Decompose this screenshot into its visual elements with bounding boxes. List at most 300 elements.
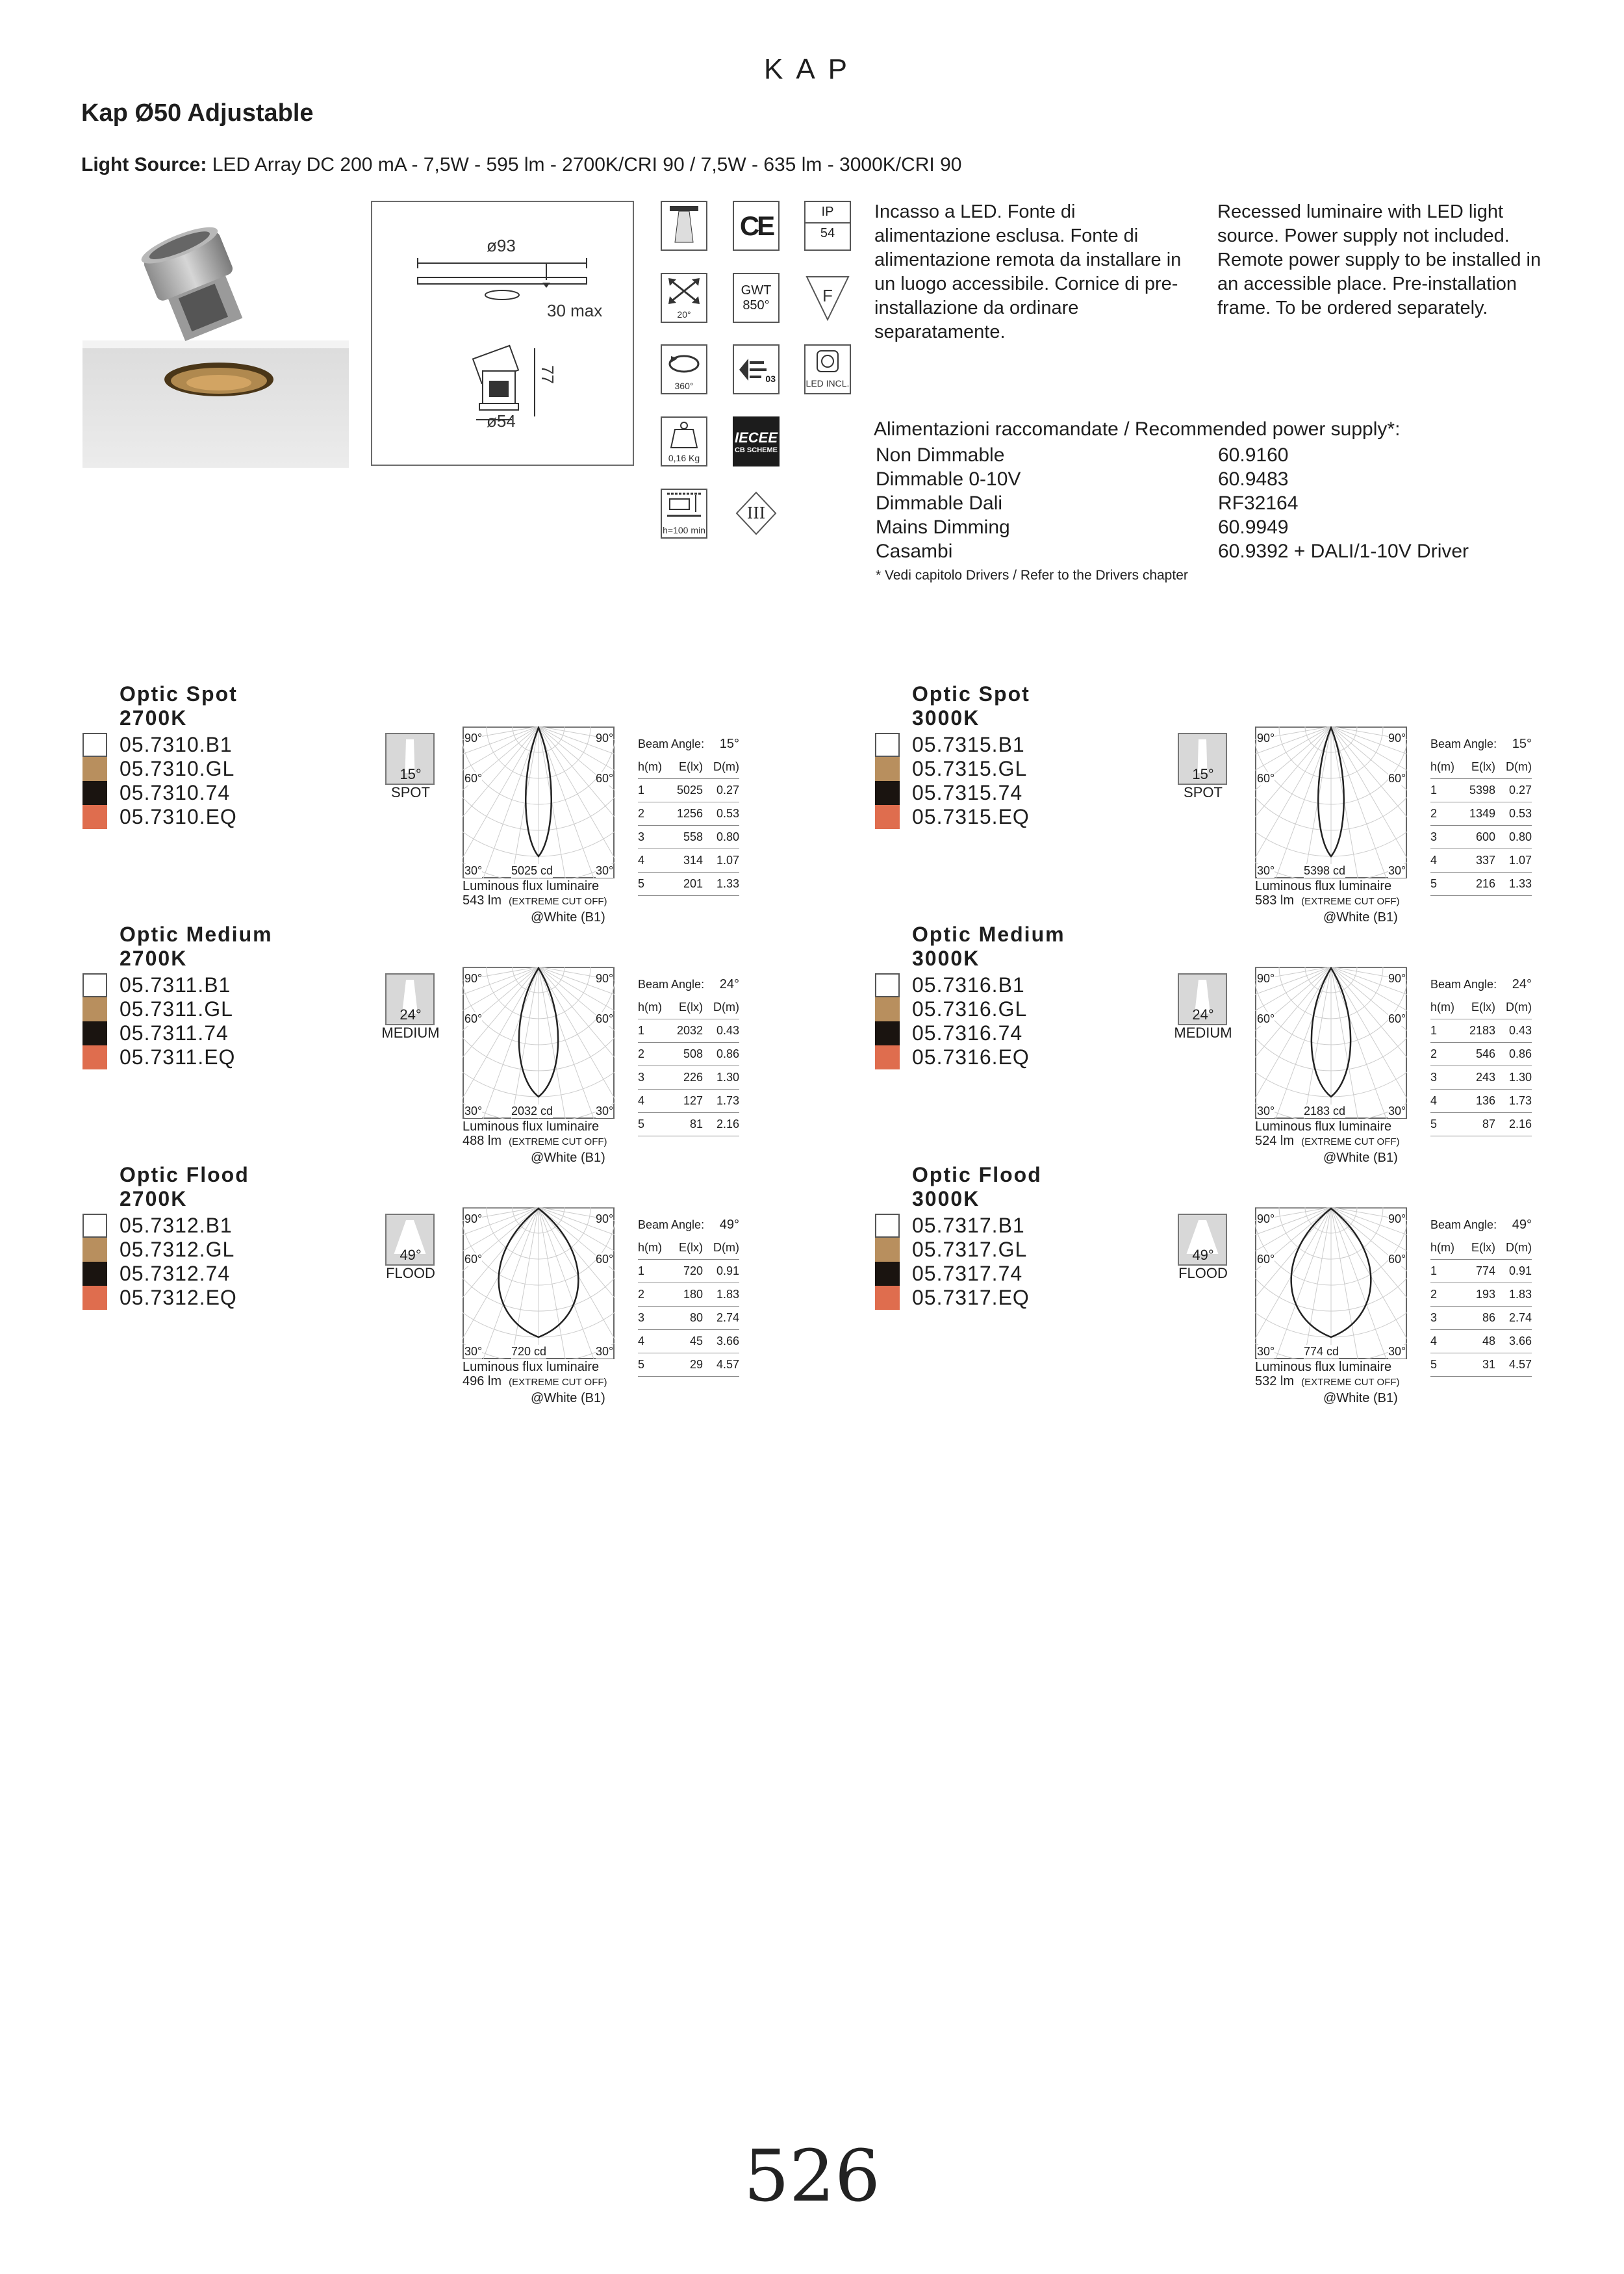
beam-angle-value: 49°: [719, 1218, 739, 1232]
photometric-table: [638, 733, 739, 896]
cell-d: 0.27: [1508, 784, 1532, 797]
polar-label-90-left: 90°: [1257, 972, 1275, 985]
beam-type: SPOT: [391, 784, 430, 800]
luminous-flux: [1255, 1134, 1400, 1149]
cell-h: 2: [1430, 807, 1438, 820]
code-row: [875, 973, 1025, 997]
cell-d: 1.30: [716, 1071, 739, 1084]
peak-candela: 2032 cd: [511, 1105, 553, 1118]
optic-section: [82, 681, 862, 925]
cell-h: 1: [638, 1264, 645, 1277]
optic-section: [875, 921, 1624, 1165]
product-code: 05.7316.GL: [912, 997, 1028, 1021]
luminous-flux: [463, 1134, 607, 1149]
col-e: E(lx): [679, 1001, 703, 1014]
table-header: [1430, 756, 1532, 779]
cell-d: 1.73: [716, 1094, 739, 1107]
cell-d: 1.83: [716, 1288, 739, 1301]
table-row: [638, 1090, 739, 1113]
led-caption: LED INCL.: [806, 378, 850, 389]
polar-diagram: [1255, 967, 1407, 1119]
finish-swatch: [875, 1045, 900, 1069]
table-row: [638, 1307, 739, 1330]
cell-h: 1: [638, 784, 645, 797]
cell-e: 29: [689, 1358, 703, 1371]
finish-swatch: [82, 781, 107, 805]
table-row: [638, 1043, 739, 1066]
cell-d: 1.07: [1508, 854, 1532, 867]
beam-angle-label: Beam Angle:: [638, 737, 705, 750]
optic-cct: 3000K: [912, 1187, 980, 1210]
cell-e: 508: [683, 1047, 703, 1060]
white-label: @White (B1): [1323, 1391, 1398, 1405]
table-row: [638, 779, 739, 802]
photometric-table: [1430, 973, 1532, 1136]
cell-e: 720: [683, 1264, 703, 1277]
col-h: h(m): [1430, 1241, 1454, 1254]
light-source: [81, 154, 961, 176]
cell-d: 0.53: [1508, 807, 1532, 820]
cell-e: 86: [1482, 1311, 1495, 1324]
cell-h: 3: [638, 1311, 645, 1324]
product-code: 05.7310.B1: [120, 733, 233, 756]
table-row: [638, 1019, 739, 1043]
power-supply-code: 60.9483: [1218, 468, 1289, 490]
hole-diameter: ø54: [487, 411, 516, 431]
cell-e: 193: [1475, 1288, 1495, 1301]
cell-h: 5: [638, 877, 645, 890]
table-row: [1430, 1019, 1532, 1043]
cutoff-label: (EXTREME CUT OFF): [1301, 896, 1400, 907]
finish-swatch: [875, 1214, 900, 1238]
code-row: [875, 1286, 1030, 1310]
product-code: 05.7311.GL: [120, 997, 233, 1021]
finish-swatch: [82, 1262, 107, 1286]
polar-label-30-right: 30°: [1388, 864, 1406, 877]
product-code: 05.7312.74: [120, 1262, 231, 1285]
table-header: [638, 1236, 739, 1260]
cell-h: 4: [638, 1335, 645, 1348]
luminous-flux-label: Luminous flux luminaire: [1255, 1360, 1392, 1374]
beam-type: FLOOD: [386, 1265, 435, 1281]
optic-name: Optic Flood: [912, 1163, 1042, 1186]
cell-d: 1.33: [716, 877, 739, 890]
luminous-flux: [1255, 893, 1400, 909]
power-supply-row: [876, 515, 1469, 539]
polar-diagram: [463, 726, 615, 878]
polar-label-60-left: 60°: [464, 1253, 483, 1266]
cell-h: 3: [638, 830, 645, 843]
table-row: [1430, 1353, 1532, 1377]
beam-angle-row: [1430, 973, 1532, 996]
code-row: [82, 1262, 230, 1286]
iecee-icon: [733, 416, 780, 466]
peak-candela: 5398 cd: [1304, 864, 1346, 877]
cell-e: 81: [689, 1118, 703, 1131]
light-source-label: Light Source:: [81, 154, 207, 175]
gwt-icon: [733, 273, 780, 323]
finish-swatch: [875, 1238, 900, 1262]
finish-swatch: [82, 805, 107, 829]
product-code: 05.7315.EQ: [912, 805, 1030, 828]
power-supply-name: Non Dimmable: [876, 444, 1005, 466]
cell-e: 127: [683, 1094, 703, 1107]
table-row: [638, 802, 739, 826]
cell-h: 2: [1430, 1047, 1438, 1060]
polar-label-60-left: 60°: [464, 1012, 483, 1025]
cutoff-label: (EXTREME CUT OFF): [509, 896, 607, 907]
light-source-value: LED Array DC 200 mA - 7,5W - 595 lm - 2700K/CRI 90 / 7,5W - 635 lm - 3000K/CRI 90: [212, 154, 962, 175]
table-row: [638, 849, 739, 873]
table-row: [1430, 1307, 1532, 1330]
cell-d: 1.73: [1508, 1094, 1532, 1107]
cell-d: 2.74: [716, 1311, 739, 1324]
col-h: h(m): [1430, 1001, 1454, 1014]
product-title: Kap Ø50 Adjustable: [81, 99, 314, 127]
polar-diagram: [1255, 726, 1407, 878]
brand-title: KAP: [763, 53, 861, 85]
table-row: [638, 1260, 739, 1283]
code-row: [82, 1214, 233, 1238]
cell-h: 4: [1430, 1094, 1438, 1107]
cell-d: 3.66: [716, 1335, 739, 1348]
cell-e: 337: [1475, 854, 1495, 867]
table-header: [1430, 1236, 1532, 1260]
power-supply-name: Casambi: [876, 541, 953, 562]
finish-swatch: [82, 733, 107, 757]
col-e: E(lx): [1471, 1001, 1495, 1014]
finish-swatch: [82, 1214, 107, 1238]
photometric-table: [638, 973, 739, 1136]
gwt-label: GWT: [741, 283, 772, 298]
photometric-table: [638, 1214, 739, 1377]
code-row: [82, 805, 237, 829]
polar-diagram: [463, 1207, 615, 1359]
product-code: 05.7311.B1: [120, 973, 231, 997]
product-code: 05.7315.74: [912, 781, 1023, 804]
cell-h: 2: [638, 1047, 645, 1060]
peak-candela: 5025 cd: [511, 864, 553, 877]
cutoff-label: (EXTREME CUT OFF): [1301, 1136, 1400, 1147]
finish-swatch: [82, 997, 107, 1021]
polar-diagram: [463, 967, 615, 1119]
class-iii-label: III: [746, 504, 766, 522]
polar-label-90-left: 90°: [464, 972, 483, 985]
code-row: [82, 973, 231, 997]
table-row: [1430, 802, 1532, 826]
cell-h: 5: [1430, 1358, 1438, 1371]
beam-angle-row: [1430, 1214, 1532, 1236]
polar-label-60-left: 60°: [464, 772, 483, 785]
polar-label-90-left: 90°: [1257, 1212, 1275, 1225]
table-row: [1430, 1330, 1532, 1353]
table-row: [1430, 1260, 1532, 1283]
col-h: h(m): [638, 1241, 662, 1254]
power-supply-row: [876, 491, 1469, 515]
photometric-table: [1430, 1214, 1532, 1377]
cell-e: 2032: [676, 1024, 703, 1037]
cell-h: 3: [1430, 830, 1438, 843]
dimension-drawing: [371, 201, 634, 466]
power-supply-code: RF32164: [1218, 492, 1299, 514]
polar-label-60-right: 60°: [596, 1012, 614, 1025]
table-header: [638, 996, 739, 1019]
cell-h: 4: [1430, 1335, 1438, 1348]
luminous-flux-label: Luminous flux luminaire: [1255, 1119, 1392, 1134]
cell-e: 45: [689, 1335, 703, 1348]
cell-d: 0.53: [716, 807, 739, 820]
polar-label-30-left: 30°: [464, 1105, 483, 1118]
product-code: 05.7311.74: [120, 1021, 229, 1045]
col-d: D(m): [1506, 760, 1532, 773]
product-code: 05.7317.EQ: [912, 1286, 1030, 1309]
cell-d: 1.83: [1508, 1288, 1532, 1301]
col-h: h(m): [1430, 760, 1454, 773]
optic-section: [82, 921, 862, 1165]
beam-type: FLOOD: [1178, 1265, 1228, 1281]
cell-h: 5: [1430, 1118, 1438, 1131]
code-row: [875, 1262, 1022, 1286]
col-h: h(m): [638, 1001, 662, 1014]
cell-d: 0.91: [1508, 1264, 1532, 1277]
cell-d: 0.86: [1508, 1047, 1532, 1060]
polar-label-30-right: 30°: [1388, 1345, 1406, 1358]
led-included-icon: [804, 344, 851, 394]
table-row: [638, 1283, 739, 1307]
polar-label-30-left: 30°: [1257, 864, 1275, 877]
product-code: 05.7312.B1: [120, 1214, 233, 1237]
polar-label-60-right: 60°: [596, 772, 614, 785]
optic-cct: 3000K: [912, 706, 980, 730]
cell-e: 48: [1482, 1335, 1495, 1348]
polar-label-30-left: 30°: [464, 864, 483, 877]
flux-value: 583 lm: [1255, 893, 1295, 908]
ceiling-height-icon: [661, 489, 707, 539]
code-row: [875, 805, 1030, 829]
power-supply-code: 60.9160: [1218, 444, 1289, 466]
beam-type: MEDIUM: [1174, 1025, 1232, 1041]
cell-d: 1.33: [1508, 877, 1532, 890]
cell-h: 3: [1430, 1311, 1438, 1324]
code-row: [875, 1021, 1022, 1045]
cell-d: 2.16: [716, 1118, 739, 1131]
cell-h: 2: [1430, 1288, 1438, 1301]
cell-e: 1349: [1469, 807, 1495, 820]
polar-label-60-left: 60°: [1257, 1253, 1275, 1266]
weight-icon: [661, 416, 707, 466]
table-row: [1430, 1113, 1532, 1136]
cell-e: 774: [1475, 1264, 1495, 1277]
cell-h: 5: [638, 1358, 645, 1371]
polar-label-90-right: 90°: [596, 972, 614, 985]
polar-label-60-right: 60°: [1388, 772, 1406, 785]
page-number: 526: [744, 2134, 880, 2217]
optic-section: [82, 1162, 862, 1405]
col-h: h(m): [638, 760, 662, 773]
cell-e: 180: [683, 1288, 703, 1301]
finish-swatch: [82, 1286, 107, 1310]
cell-d: 4.57: [716, 1358, 739, 1371]
optic-cct: 2700K: [120, 947, 188, 970]
product-code: 05.7316.EQ: [912, 1045, 1030, 1069]
code-row: [82, 997, 233, 1021]
optic-name: Optic Flood: [120, 1163, 249, 1186]
cell-h: 3: [1430, 1071, 1438, 1084]
code-row: [875, 1045, 1030, 1069]
beam-degree: 24°: [1192, 1006, 1214, 1023]
height-caption: h=100 min: [663, 525, 705, 535]
polar-label-60-right: 60°: [1388, 1012, 1406, 1025]
beam-angle-row: [638, 733, 739, 756]
cell-e: 558: [683, 830, 703, 843]
polar-label-90-right: 90°: [596, 732, 614, 745]
cell-e: 80: [689, 1311, 703, 1324]
code-row: [875, 757, 1027, 781]
finish-swatch: [875, 997, 900, 1021]
cutoff-label: (EXTREME CUT OFF): [509, 1136, 607, 1147]
power-supply-row: [876, 467, 1469, 491]
class-caption: 03: [765, 374, 776, 384]
luminous-flux-label: Luminous flux luminaire: [1255, 879, 1392, 893]
power-supply-row: [876, 443, 1469, 467]
code-row: [82, 733, 233, 757]
cell-e: 243: [1475, 1071, 1495, 1084]
polar-label-90-right: 90°: [596, 1212, 614, 1225]
beam-angle-label: Beam Angle:: [1430, 978, 1497, 991]
cell-d: 0.80: [716, 830, 739, 843]
finish-swatch: [875, 1286, 900, 1310]
cell-e: 226: [683, 1071, 703, 1084]
flux-value: 496 lm: [463, 1374, 502, 1388]
table-row: [1430, 1043, 1532, 1066]
beam-angle-label: Beam Angle:: [638, 1218, 705, 1231]
cell-h: 4: [638, 1094, 645, 1107]
energy-class-icon: [733, 344, 780, 394]
power-supply-name: Dimmable 0-10V: [876, 468, 1021, 490]
table-row: [1430, 826, 1532, 849]
optic-cct: 2700K: [120, 1187, 188, 1210]
cell-h: 1: [1430, 784, 1438, 797]
cell-d: 1.30: [1508, 1071, 1532, 1084]
beam-angle-value: 24°: [719, 977, 739, 991]
rotation-caption: 360°: [674, 381, 694, 391]
polar-diagram: [1255, 1207, 1407, 1359]
finish-swatch: [875, 973, 900, 997]
cell-e: 600: [1475, 830, 1495, 843]
optic-section: [875, 1162, 1624, 1405]
class-iii-icon: [733, 489, 780, 539]
description-italian: Incasso a LED. Fonte di alimentazione esclusa. Fonte di alimentazione remota da installare in un luogo accessibile. Cornice di pre-installazione da ordinare separatamente.: [874, 201, 1182, 342]
optic-name: Optic Spot: [912, 682, 1030, 706]
product-code: 05.7310.EQ: [120, 805, 237, 828]
beam-degree: 15°: [1192, 766, 1214, 782]
beam-degree: 49°: [400, 1247, 422, 1263]
downlight-icon: [661, 201, 707, 251]
beam-angle-row: [638, 973, 739, 996]
ip-rating-icon: [804, 201, 851, 251]
product-code: 05.7311.EQ: [120, 1045, 236, 1069]
code-row: [875, 733, 1025, 757]
cell-e: 31: [1482, 1358, 1495, 1371]
beam-angle-value: 15°: [1512, 737, 1532, 751]
cell-d: 2.74: [1508, 1311, 1532, 1324]
polar-label-30-right: 30°: [596, 864, 614, 877]
cell-d: 2.16: [1508, 1118, 1532, 1131]
luminous-flux-label: Luminous flux luminaire: [463, 1119, 600, 1134]
code-row: [875, 997, 1027, 1021]
finish-swatch: [82, 757, 107, 781]
flux-value: 524 lm: [1255, 1134, 1295, 1148]
col-d: D(m): [713, 1001, 739, 1014]
cell-e: 1256: [676, 807, 703, 820]
code-row: [82, 1045, 235, 1069]
svg-text:F: F: [822, 286, 833, 305]
polar-label-30-right: 30°: [596, 1105, 614, 1118]
product-code: 05.7310.74: [120, 781, 231, 804]
cutoff-label: (EXTREME CUT OFF): [1301, 1377, 1400, 1388]
luminous-flux: [1255, 1374, 1400, 1390]
max-thickness: 30 max: [547, 301, 603, 320]
finish-swatch: [82, 1045, 107, 1069]
white-label: @White (B1): [531, 910, 605, 925]
flux-value: 543 lm: [463, 893, 502, 908]
white-label: @White (B1): [1323, 910, 1398, 925]
flux-value: 532 lm: [1255, 1374, 1295, 1388]
code-row: [82, 1286, 237, 1310]
cell-h: 1: [638, 1024, 645, 1037]
cell-h: 2: [638, 1288, 645, 1301]
table-row: [638, 1113, 739, 1136]
table-row: [638, 1353, 739, 1377]
iecee-line1: IECEE: [734, 429, 778, 446]
polar-label-90-right: 90°: [1388, 732, 1406, 745]
cell-h: 3: [638, 1071, 645, 1084]
beam-angle-value: 15°: [719, 737, 739, 751]
cell-e: 201: [683, 877, 703, 890]
cell-d: 4.57: [1508, 1358, 1532, 1371]
code-row: [875, 781, 1022, 805]
optic-cct: 2700K: [120, 706, 188, 730]
product-code: 05.7315.B1: [912, 733, 1025, 756]
peak-candela: 720 cd: [511, 1345, 547, 1358]
white-label: @White (B1): [531, 1151, 605, 1165]
optic-name: Optic Medium: [120, 923, 273, 946]
outer-diameter: ø93: [487, 236, 516, 255]
product-code: 05.7310.GL: [120, 757, 235, 780]
cell-e: 2183: [1469, 1024, 1495, 1037]
cell-d: 3.66: [1508, 1335, 1532, 1348]
table-row: [638, 1066, 739, 1090]
rotation-icon: [661, 344, 707, 394]
col-e: E(lx): [679, 760, 703, 773]
luminous-flux: [463, 893, 607, 909]
power-supply-note: * Vedi capitolo Drivers / Refer to the Drivers chapter: [876, 568, 1188, 583]
gwt-value: 850°: [742, 298, 770, 313]
table-row: [1430, 1090, 1532, 1113]
beam-angle-value: 24°: [1512, 977, 1532, 991]
polar-label-60-right: 60°: [1388, 1253, 1406, 1266]
polar-label-30-left: 30°: [464, 1345, 483, 1358]
beam-type: MEDIUM: [381, 1025, 440, 1041]
white-label: @White (B1): [531, 1391, 605, 1405]
weight-caption: 0,16 Kg: [668, 453, 700, 463]
polar-label-90-right: 90°: [1388, 972, 1406, 985]
code-row: [82, 757, 235, 781]
polar-label-90-left: 90°: [1257, 732, 1275, 745]
polar-label-30-right: 30°: [596, 1345, 614, 1358]
code-row: [875, 1214, 1025, 1238]
optic-name: Optic Spot: [120, 682, 238, 706]
